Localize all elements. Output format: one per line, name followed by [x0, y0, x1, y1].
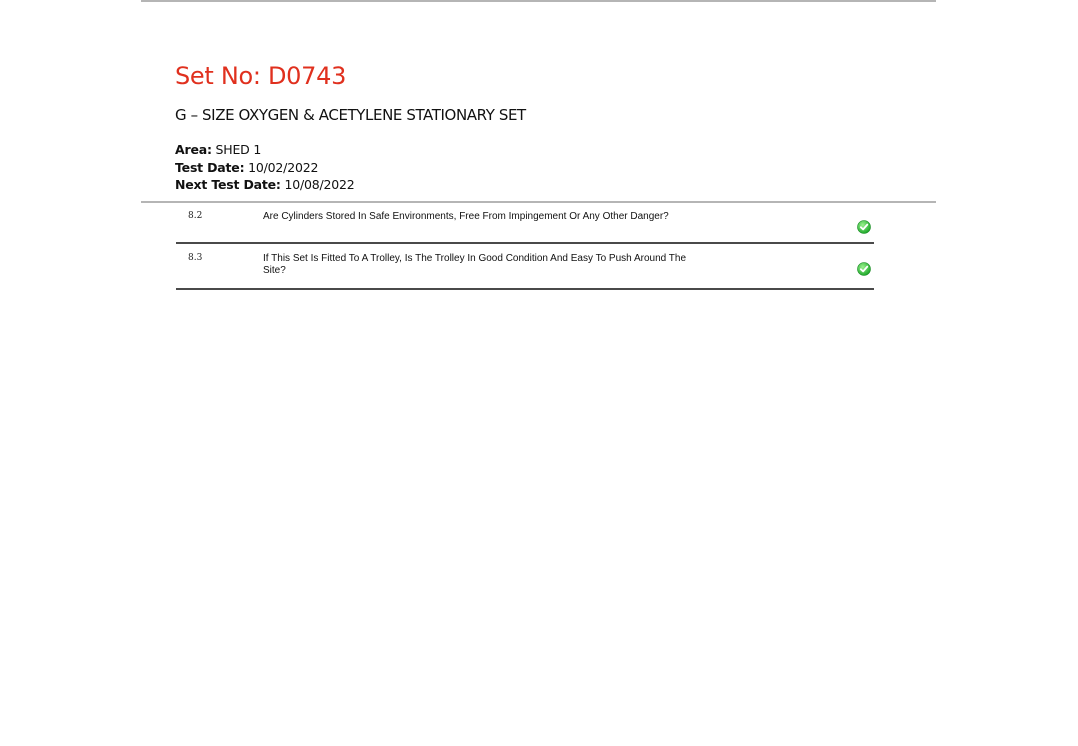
set-number-heading: Set No: D0743 [175, 62, 347, 90]
test-date-value: 10/02/2022 [248, 159, 319, 175]
test-date-label: Test Date: [175, 159, 245, 175]
green-check-icon [857, 220, 871, 234]
test-date-line [175, 159, 355, 177]
green-check-icon [857, 262, 871, 276]
area-label: Area: [175, 142, 212, 157]
top-divider [141, 0, 936, 2]
section-divider [141, 201, 936, 203]
area-line [175, 141, 355, 159]
set-title: G – SIZE OXYGEN & ACETYLENE STATIONARY SET [175, 106, 526, 124]
item-question: If This Set Is Fitted To A Trolley, Is The Trolley In Good Condition And Easy To Push Around The Site? [263, 253, 687, 276]
next-test-date-line [175, 176, 355, 194]
item-number: 8.2 [188, 211, 203, 221]
item-question: Are Cylinders Stored In Safe Environments, Free From Impingement Or Any Other Danger? [263, 211, 669, 222]
next-test-date-value: 10/08/2022 [284, 177, 355, 192]
next-test-date-label: Next Test Date: [175, 177, 281, 192]
set-details [175, 141, 355, 194]
item-number: 8.3 [188, 253, 203, 263]
checklist-row [176, 211, 874, 244]
area-value: SHED 1 [215, 142, 262, 157]
checklist-row [176, 253, 874, 290]
